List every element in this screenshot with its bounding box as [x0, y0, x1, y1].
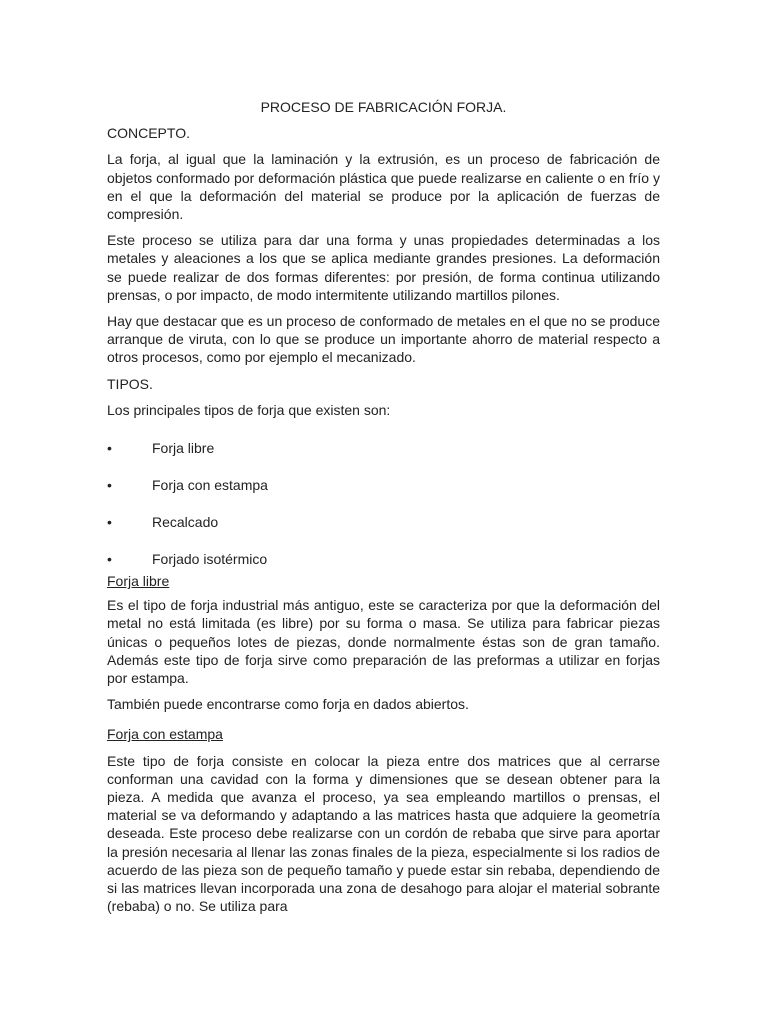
forja-con-estampa-paragraph-1: Este tipo de forja consiste en colocar la pieza entre dos matrices que al cerrarse conforman una cavidad con la forma y dimensiones que se desean obtener para la pieza. A medida que avanza el proceso, ya sea empleando martillos o prensas, el material se va deformando y adaptando a las matrices hasta que adquiere la geometría deseada. Este proceso debe realizarse con un cordón de rebaba que sirve para aportar la presión necesaria al llenar las zonas finales de la pieza, especialmente si los radios de acuerdo de las pieza son de pequeño tamaño y puede estar sin rebaba, dependiendo de si las matrices llevan incorporada una zona de desahogo para alojar el material sobrante (rebaba) o no. Se utiliza para [107, 752, 660, 915]
document-title: PROCESO DE FABRICACIÓN FORJA. [260, 99, 507, 115]
bullet-icon: • [107, 477, 112, 494]
list-item [107, 550, 660, 572]
types-list [107, 439, 660, 572]
concept-paragraph-3: Hay que destacar que es un proceso de conformado de metales en el que no se produce arranque de viruta, con lo que se produce un importante ahorro de material respecto a otros procesos, como por ejemplo el mecanizado. [107, 313, 660, 366]
forja-con-estampa-heading: Forja con estampa [107, 726, 223, 743]
types-heading: TIPOS. [107, 375, 153, 392]
bullet-icon: • [107, 551, 112, 568]
concept-paragraph-1: La forja, al igual que la laminación y la extrusión, es un proceso de fabricación de objetos conformado por deformación plástica que puede realizarse en caliente o en frío y en el que la deformación del material se produce por la aplicación de fuerzas de compresión. [107, 151, 660, 223]
bullet-icon: • [107, 514, 112, 531]
list-item-label: Forjado isotérmico [152, 551, 268, 568]
document-page [107, 98, 660, 924]
forja-libre-paragraph-1: Es el tipo de forja industrial más antiguo, este se caracteriza por que la deformación del metal no está limitada (es libre) por su forma o masa. Se utiliza para fabricar piezas únicas o pequeños lotes de piezas, donde normalmente éstas son de gran tamaño. Además este tipo de forja sirve como preparación de las preformas a utilizar en forjas por estampa. [107, 597, 660, 687]
list-item-label: Recalcado [152, 514, 219, 531]
list-item [107, 476, 660, 513]
bullet-icon: • [107, 440, 112, 457]
forja-libre-heading: Forja libre [107, 573, 170, 590]
list-item [107, 513, 660, 550]
forja-libre-paragraph-2: También puede encontrarse como forja en dados abiertos. [107, 696, 469, 713]
list-item-label: Forja libre [152, 440, 215, 457]
list-item-label: Forja con estampa [152, 477, 268, 494]
list-item [107, 439, 660, 476]
types-intro: Los principales tipos de forja que existen son: [107, 401, 391, 418]
concept-paragraph-2: Este proceso se utiliza para dar una forma y unas propiedades determinadas a los metales y aleaciones a los que se aplica mediante grandes presiones. La deformación se puede realizar de dos formas diferentes: por presión, de forma continua utilizando prensas, o por impacto, de modo intermitente utilizando martillos pilones. [107, 232, 660, 303]
concept-heading: CONCEPTO. [107, 125, 190, 142]
